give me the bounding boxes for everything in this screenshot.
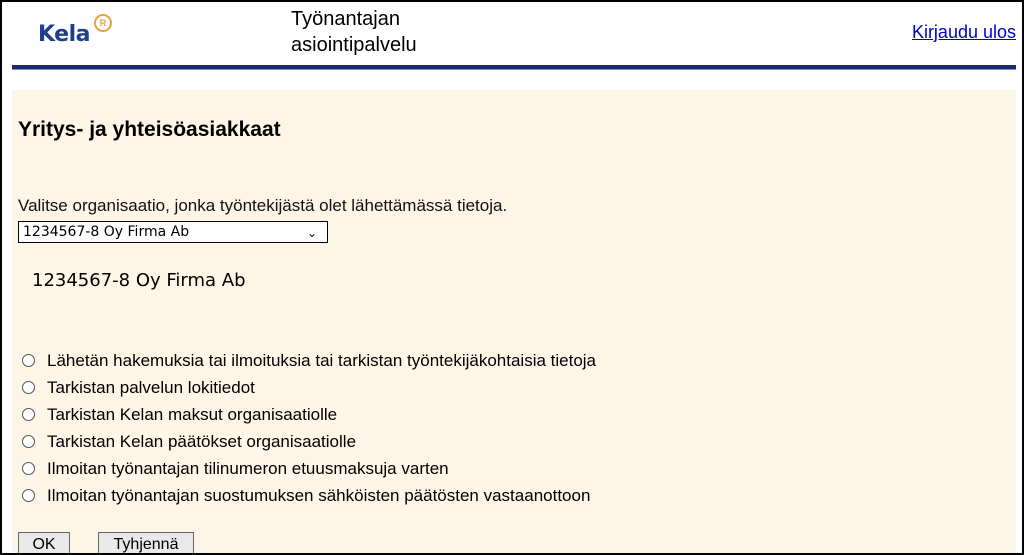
chevron-down-icon: ⌄ — [306, 226, 317, 240]
header — [2, 2, 1022, 66]
option-send-applications[interactable] — [22, 347, 596, 374]
option-kela-payments[interactable] — [22, 401, 596, 428]
action-options — [22, 347, 596, 509]
option-label: Ilmoitan työnantajan tilinumeron etuusmaksuja varten — [47, 458, 449, 478]
option-account-number[interactable] — [22, 455, 596, 482]
selected-organization: 1234567-8 Oy Firma Ab — [32, 270, 246, 291]
option-label: Tarkistan palvelun lokitiedot — [47, 377, 255, 397]
option-log-data[interactable] — [22, 374, 596, 401]
page-title: Yritys- ja yhteisöasiakkaat — [18, 118, 281, 141]
logo-mark-icon: R — [94, 14, 112, 32]
organization-select[interactable] — [18, 221, 328, 243]
logout-link[interactable]: Kirjaudu ulos — [911, 22, 1016, 42]
main-content — [12, 90, 1016, 555]
radio-button[interactable] — [22, 408, 35, 421]
instruction-text: Valitse organisaatio, jonka työntekijästä olet lähettämässä tietoja. — [18, 196, 508, 215]
service-title — [291, 6, 531, 58]
option-label: Tarkistan Kelan maksut organisaatiolle — [47, 404, 338, 424]
option-kela-decisions[interactable] — [22, 428, 596, 455]
radio-button[interactable] — [22, 354, 35, 367]
option-electronic-consent[interactable] — [22, 482, 596, 509]
radio-button[interactable] — [22, 462, 35, 475]
radio-button[interactable] — [22, 489, 35, 502]
logo-text: Kela — [38, 22, 90, 47]
ok-button[interactable]: OK — [18, 532, 70, 555]
radio-button[interactable] — [22, 435, 35, 448]
organization-select-value: 1234567-8 Oy Firma Ab — [23, 224, 190, 240]
radio-button[interactable] — [22, 381, 35, 394]
kela-logo — [38, 20, 118, 54]
service-title-line2: asiointipalvelu — [291, 34, 417, 56]
option-label: Tarkistan Kelan päätökset organisaatiolle — [47, 431, 357, 451]
option-label: Lähetän hakemuksia tai ilmoituksia tai tarkistan työntekijäkohtaisia tietoja — [47, 350, 597, 370]
service-title-line1: Työnantajan — [291, 8, 400, 30]
option-label: Ilmoitan työnantajan suostumuksen sähköisten päätösten vastaanottoon — [47, 485, 591, 505]
clear-button[interactable]: Tyhjennä — [98, 532, 194, 555]
header-divider — [12, 65, 1016, 70]
